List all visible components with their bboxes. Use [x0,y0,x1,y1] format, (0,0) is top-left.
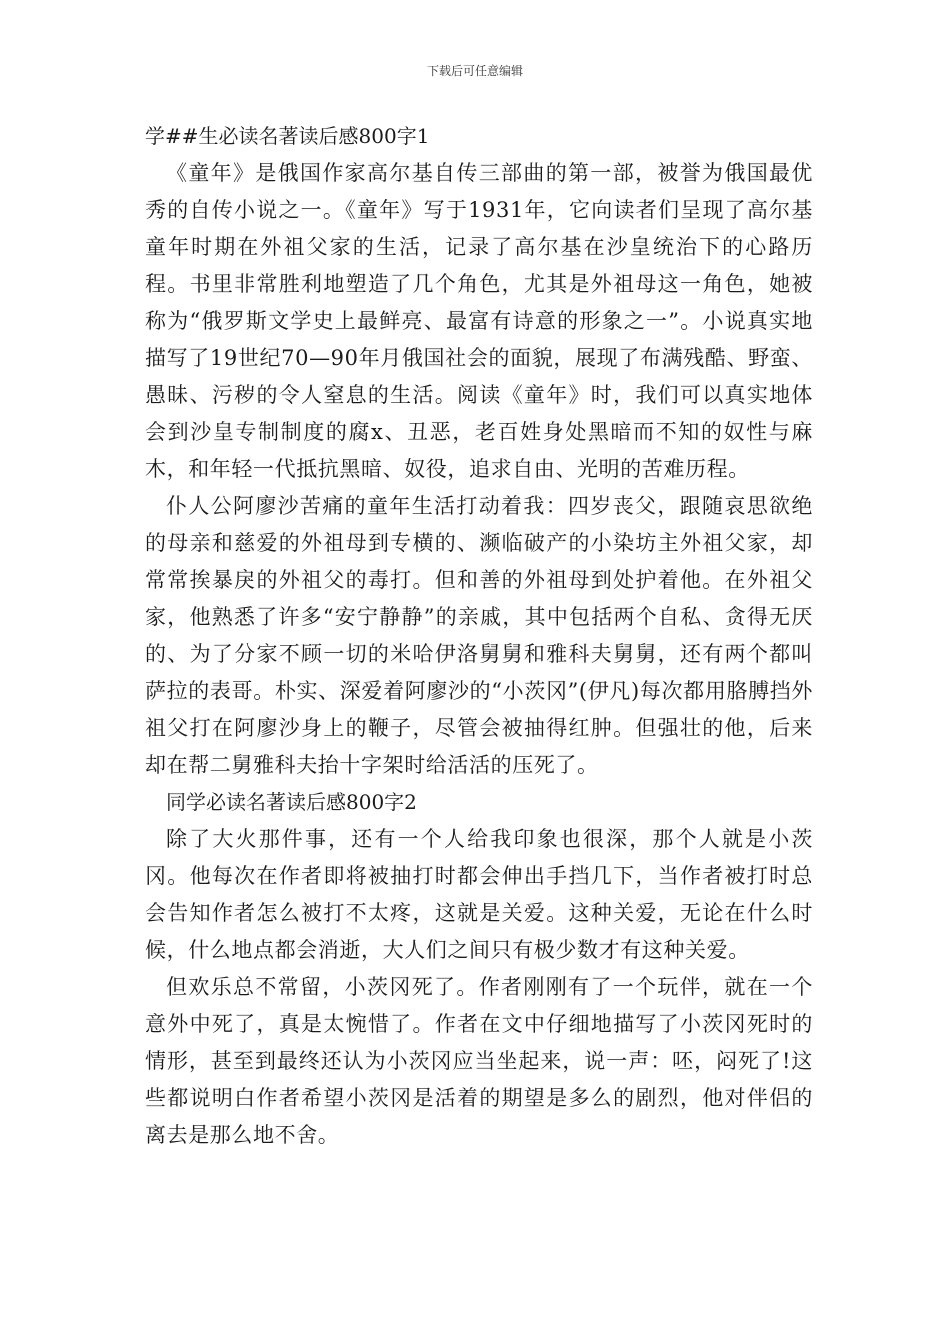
paragraph-3: 除了大火那件事，还有一个人给我印象也很深，那个人就是小茨冈。他每次在作者即将被抽打时都会伸出手挡几下，当作者被打时总会告知作者怎么被打不太疼，这就是关爱。这种关爱，无论在什么时候，什么地点都会消逝，大人们之间只有极少数才有这种关爱。 [145,827,813,962]
document-body [145,118,813,1154]
paragraph-2: 仆人公阿廖沙苦痛的童年生活打动着我：四岁丧父，跟随哀思欲绝的母亲和慈爱的外祖母到专横的、濒临破产的小染坊主外祖父家，却常常挨暴戾的外祖父的毒打。但和善的外祖母到处护着他。在外祖父家，他熟悉了许多“安宁静静”的亲戚，其中包括两个自私、贪得无厌的、为了分家不顾一切的米哈伊洛舅舅和雅科夫舅舅，还有两个都叫萨拉的表哥。朴实、深爱着阿廖沙的“小茨冈”(伊凡)每次都用胳膊挡外祖父打在阿廖沙身上的鞭子，尽管会被抽得红肿。但强壮的他，后来却在帮二舅雅科夫抬十字架时给活活的压死了。 [145,494,813,777]
essay-title-1: 学##生必读名著读后感800字1 [145,124,430,148]
paragraph-4: 但欢乐总不常留，小茨冈死了。作者刚刚有了一个玩伴，就在一个意外中死了，真是太惋惜了。作者在文中仔细地描写了小茨冈死时的情形，甚至到最终还认为小茨冈应当坐起来，说一声：呸，闷死了!这些都说明白作者希望小茨冈是活着的期望是多么的剧烈，他对伴侣的离去是那么地不舍。 [145,975,813,1147]
essay-title-2: 同学必读名著读后感800字2 [166,790,417,814]
page-header: 下载后可任意编辑 [426,64,523,78]
paragraph-1: 《童年》是俄国作家高尔基自传三部曲的第一部，被誉为俄国最优秀的自传小说之一。《童年》写于1931年，它向读者们呈现了高尔基童年时期在外祖父家的生活，记录了高尔基在沙皇统治下的心路历程。书里非常胜利地塑造了几个角色，尤其是外祖母这一角色，她被称为“俄罗斯文学史上最鲜亮、最富有诗意的形象之一”。小说真实地描写了19世纪70—90年月俄国社会的面貌，展现了布满残酷、野蛮、愚昧、污秽的令人窒息的生活。阅读《童年》时，我们可以真实地体会到沙皇专制制度的腐x、丑恶，老百姓身处黑暗而不知的奴性与麻木，和年轻一代抵抗黑暗、奴役，追求自由、光明的苦难历程。 [145,161,813,481]
